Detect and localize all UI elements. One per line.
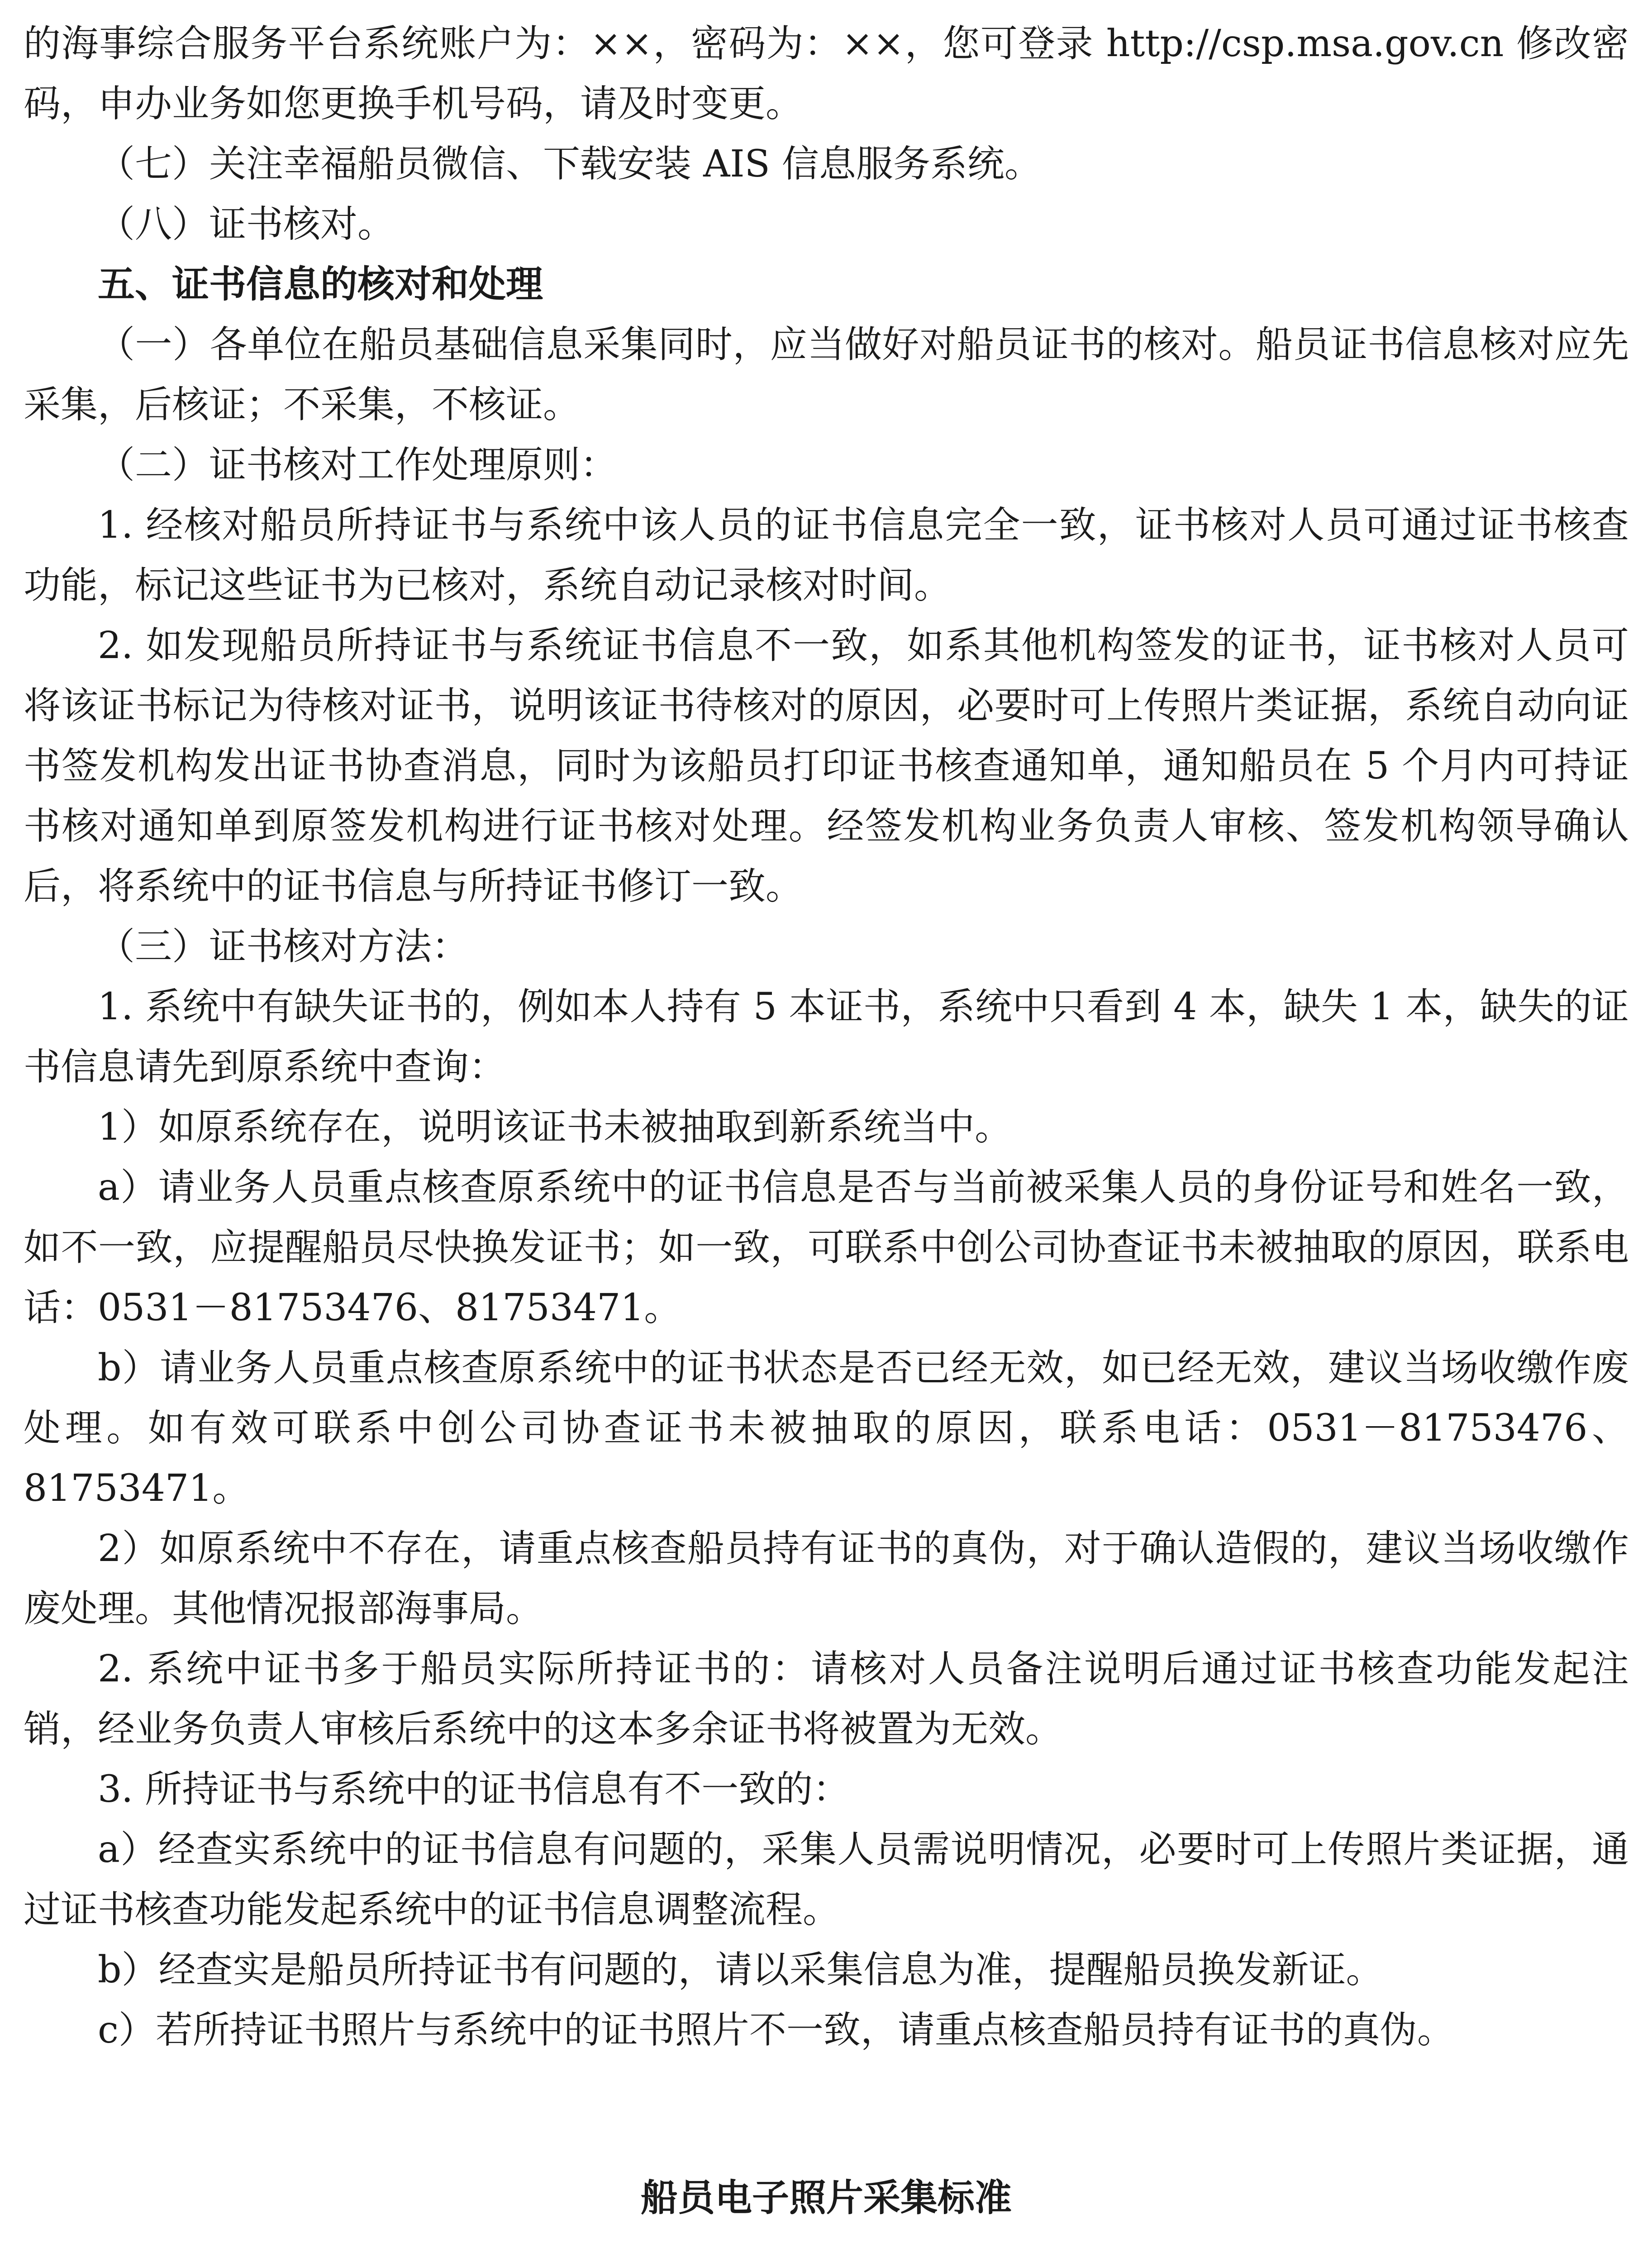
body-text bbox=[24, 14, 1629, 2060]
paragraph: （二）证书核对工作处理原则： bbox=[98, 444, 618, 487]
paragraph: （一）各单位在船员基础信息采集同时，应当做好对船员证书的核对。船员证书信息核对应先采集，后核证；不采集，不核证。 bbox=[24, 323, 1629, 426]
paragraph: 的海事综合服务平台系统账户为：××，密码为：××，您可登录 http://csp.msa.gov.cn 修改密码，申办业务如您更换手机号码，请及时变更。 bbox=[24, 22, 1629, 125]
paragraph: 1. 经核对船员所持证书与系统中该人员的证书信息完全一致，证书核对人员可通过证书核查功能，标记这些证书为已核对，系统自动记录核对时间。 bbox=[24, 504, 1629, 607]
paragraph: 2. 如发现船员所持证书与系统证书信息不一致，如系其他机构签发的证书，证书核对人员可将该证书标记为待核对证书，说明该证书待核对的原因，必要时可上传照片类证据，系统自动向证书签发机构发出证书协查消息，同时为该船员打印证书核查通知单，通知船员在 5 个月内可持证书核对通知单到原签发机构进行证书核对处理。经签发机构业务负责人审核、签发机构领导确认后，将系统中的证书信息与所持证书修订一致。 bbox=[24, 624, 1629, 908]
paragraph: （八）证书核对。 bbox=[98, 203, 395, 246]
paragraph: c）若所持证书照片与系统中的证书照片不一致，请重点核查船员持有证书的真伪。 bbox=[98, 2009, 1454, 2052]
document-page bbox=[24, 14, 1629, 2263]
paragraph: 3. 所持证书与系统中的证书信息有不一致的： bbox=[98, 1768, 850, 1811]
paragraph: a）请业务人员重点核查原系统中的证书信息是否与当前被采集人员的身份证号和姓名一致，如不一致，应提醒船员尽快换发证书；如一致，可联系中创公司协查证书未被抽取的原因，联系电话：0531－81753476、81753471。 bbox=[24, 1166, 1629, 1329]
section-title: 船员电子照片采集标准 bbox=[640, 2177, 1012, 2220]
paragraph: 1. 系统中有缺失证书的，例如本人持有 5 本证书，系统中只看到 4 本，缺失 1 本，缺失的证书信息请先到原系统中查询： bbox=[24, 985, 1629, 1089]
paragraph: a）经查实系统中的证书信息有问题的，采集人员需说明情况，必要时可上传照片类证据，通过证书核查功能发起系统中的证书信息调整流程。 bbox=[24, 1828, 1629, 1931]
section-heading: 五、证书信息的核对和处理 bbox=[98, 263, 543, 306]
paragraph: 2）如原系统中不存在，请重点核查船员持有证书的真伪，对于确认造假的，建议当场收缴作废处理。其他情况报部海事局。 bbox=[24, 1527, 1629, 1630]
paragraph: 1）如原系统存在，说明该证书未被抽取到新系统当中。 bbox=[98, 1106, 1012, 1149]
paragraph: 2. 系统中证书多于船员实际所持证书的：请核对人员备注说明后通过证书核查功能发起注销，经业务负责人审核后系统中的这本多余证书将被置为无效。 bbox=[24, 1647, 1629, 1751]
paragraph: （三）证书核对方法： bbox=[98, 925, 469, 968]
paragraph: （七）关注幸福船员微信、下载安装 AIS 信息服务系统。 bbox=[98, 143, 1042, 186]
paragraph: b）经查实是船员所持证书有问题的，请以采集信息为准，提醒船员换发新证。 bbox=[98, 1948, 1383, 1991]
paragraph: b）请业务人员重点核查原系统中的证书状态是否已经无效，如已经无效，建议当场收缴作废处理。如有效可联系中创公司协查证书未被抽取的原因，联系电话：0531－81753476、81753471。 bbox=[24, 1346, 1629, 1510]
